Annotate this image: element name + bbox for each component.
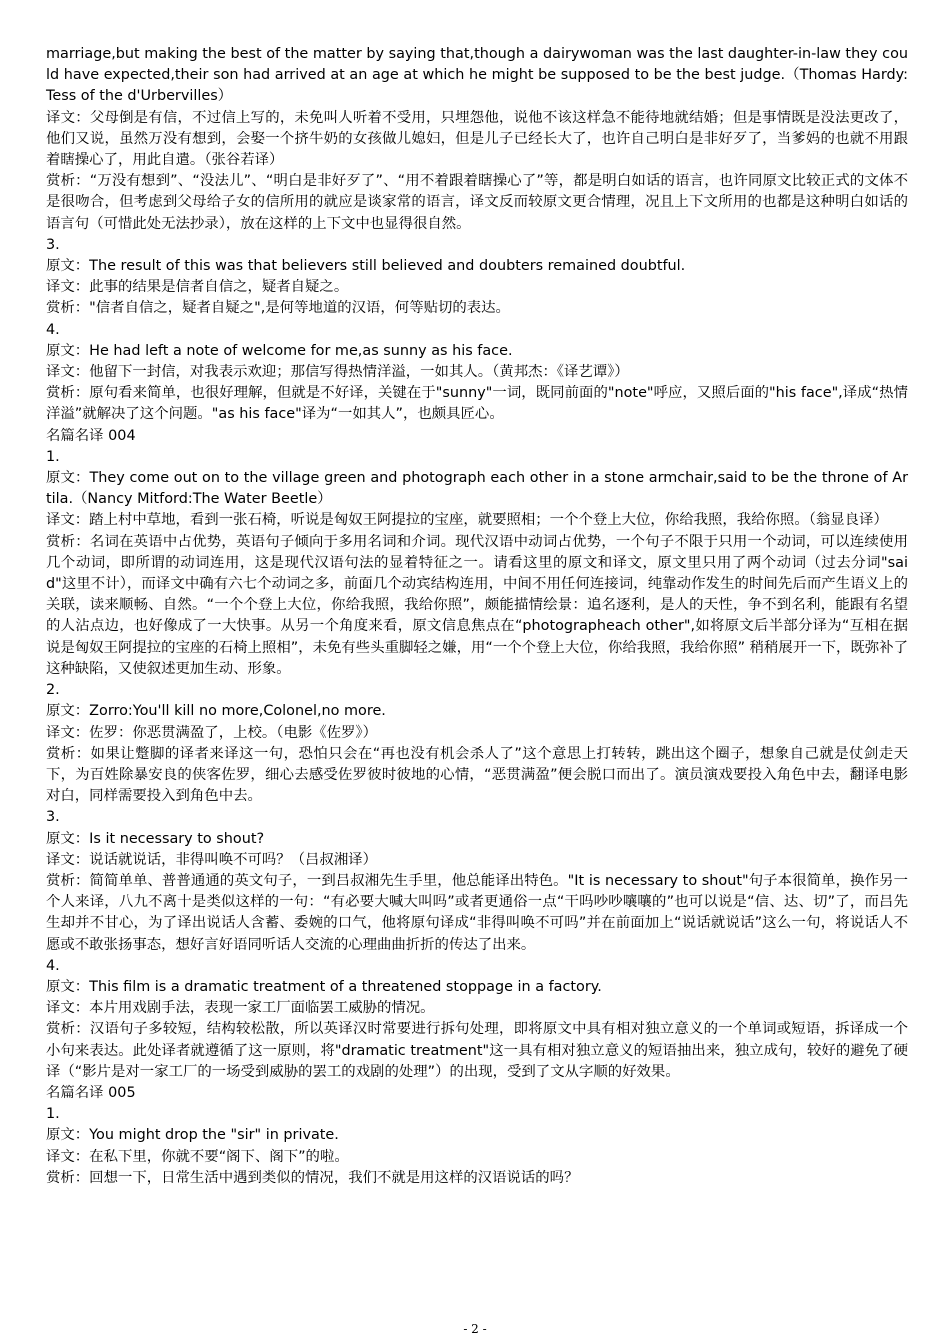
entry (46, 447, 908, 680)
entry-original: 原文：They come out on to the village green and photograph each other in a stone armchair,said to be the throne of Artila.（Nancy Mitford:The Water Beetle） (46, 470, 908, 508)
entry-translation: 译文：佐罗：你恶贯满盈了，上校。（电影《佐罗》） (46, 724, 377, 741)
entry-number: 3. (46, 809, 60, 826)
entry (46, 1104, 908, 1189)
entry-number: 1. (46, 448, 60, 465)
entry-translation: 译文：在私下里，你就不要“阁下、阁下”的啦。 (46, 1148, 349, 1165)
document-body (46, 44, 908, 1189)
entry-translation: 译文：说话就说话，非得叫唤不可吗？（吕叔湘译） (46, 851, 377, 868)
intro-commentary: 赏析：“万没有想到”、“没法儿”、“明白是非好歹了”、“用不着跟着瞎操心了”等，都是明白如话的语言，也许同原文比较正式的文体不是很吻合，但考虑到父母给子女的信所用的就应是谈家常的语言，译文反而较原文更合情理，况且上下文所用的也都是这种明白如话的语言句（可惜此处无法抄录），放在这样的上下文中也显得很自然。 (46, 173, 908, 232)
entry (46, 320, 908, 426)
entry-original: 原文：This film is a dramatic treatment of a threatened stoppage in a factory. (46, 978, 602, 995)
entry (46, 680, 908, 807)
entry-translation: 译文：本片用戏剧手法，表现一家工厂面临罢工威胁的情况。 (46, 1000, 435, 1017)
entry (46, 235, 908, 320)
entry-number: 4. (46, 957, 60, 974)
entry-commentary: 赏析：如果让蹩脚的译者来译这一句，恐怕只会在“再也没有机会杀人了”这个意思上打转转，跳出这个圈子，想象自己就是仗剑走天下，为百姓除暴安良的侠客佐罗，细心去感受佐罗彼时彼地的心情，“恶贯满盈”便会脱口而出了。演员演戏要投入角色中去，翻译电影对白，同样需要投入到角色中去。 (46, 745, 908, 805)
entry-commentary: 赏析：简简单单、普普通通的英文句子，一到吕叔湘先生手里，他总能译出特色。"It is necessary to shout"句子本很简单，换作另一个人来译，八九不离十是类似这样的一句：“有必要大喊大叫吗”或者更通俗一点“干吗吵吵嚷嚷的”也可以说是“信、达、切”了，而吕先生却并不甘心，为了译出说话人含蓄、委婉的口气，他将原句译成“非得叫唤不可吗”并在前面加上“说话就说话”这么一句，将说话人不愿或不敢张扬事态，想好言好语同听话人交流的心理曲曲折折的传达了出来。 (46, 872, 908, 953)
entry-number: 3. (46, 236, 60, 253)
entry (46, 807, 908, 955)
entry-original: 原文：You might drop the "sir" in private. (46, 1127, 339, 1144)
entry-original: 原文：Zorro:You'll kill no more,Colonel,no more. (46, 703, 386, 720)
entry-number: 1. (46, 1106, 60, 1123)
entry-original: 原文：Is it necessary to shout? (46, 830, 265, 847)
section-heading: 名篇名译 004 (46, 427, 136, 444)
entry-number: 4. (46, 321, 60, 338)
entry-commentary: 赏析：原句看来简单，也很好理解，但就是不好译，关键在于"sunny"一词，既同前面的"note"呼应，又照后面的"his face",译成“热情洋溢”就解决了这个问题。"as his face"译为“一如其人”，也颇具匠心。 (46, 385, 908, 423)
entry-commentary: 赏析："信者自信之，疑者自疑之",是何等地道的汉语，何等贴切的表达。 (46, 300, 510, 317)
intro-translation: 译文：父母倒是有信，不过信上写的，未免叫人听着不受用，只埋怨他，说他不该这样急不能待地就结婚；但是事情既是没法更改了，他们又说，虽然万没有想到，会娶一个挤牛奶的女孩做儿媳妇，但是儿子已经长大了，也许自己明白是非好歹了，当爹妈的也就不用跟着瞎操心了，用此自遣。（张谷若译） (46, 109, 908, 169)
entry-translation: 译文：此事的结果是信者自信之，疑者自疑之。 (46, 279, 349, 296)
entry-number: 2. (46, 682, 60, 699)
entry (46, 956, 908, 1083)
entry-original: 原文：The result of this was that believers still believed and doubters remained doubtful. (46, 258, 686, 275)
intro-block (46, 44, 908, 235)
entry-translation: 译文：他留下一封信，对我表示欢迎；那信写得热情洋溢，一如其人。（黄邦杰：《译艺谭》） (46, 364, 629, 381)
intro-original-tail: marriage,but making the best of the matter by saying that,though a dairywoman was the last daughter-in-law they could have expected,their son had arrived at an age at which he might be supposed to be the best judge.（Thomas Hardy:Tess of the d'Urbervilles） (46, 46, 908, 105)
entry-commentary: 赏析：回想一下，日常生活中遇到类似的情况，我们不就是用这样的汉语说话的吗？ (46, 1169, 579, 1186)
entry-translation: 译文：踏上村中草地，看到一张石椅，听说是匈奴王阿提拉的宝座，就要照相；一个个登上大位，你给我照，我给你照。（翁显良译） (46, 512, 888, 529)
page-number: - 2 - (463, 1322, 487, 1336)
section-heading: 名篇名译 005 (46, 1084, 136, 1101)
entry-commentary: 赏析：名词在英语中占优势，英语句子倾向于多用名词和介词。现代汉语中动词占优势，一个句子不限于只用一个动词，可以连续使用几个动词，即所谓的动词连用，这是现代汉语句法的显着特征之一。请看这里的原文和译文，原文里只用了两个动词（过去分词"said"这里不计），而译文中确有六七个动词之多，前面几个动宾结构连用，中间不用任何连接词，纯靠动作发生的时间先后而产生语义上的关联，读来顺畅、自然。“一个个登上大位，你给我照，我给你照”，颇能描情绘景：追名逐利，是人的天性，争不到名利，能跟有名望的人沾点边，也好像成了一大快事。从另一个角度来看，原文信息焦点在“photographeach other",如将原文后半部分译为“互相在据说是匈奴王阿提拉的宝座的石椅上照相”，未免有些头重脚轻之嫌，用“一个个登上大位，你给我照，我给你照” 稍稍展开一下，既弥补了这种缺陷，又使叙述更加生动、形象。 (46, 533, 908, 677)
entry-commentary: 赏析：汉语句子多较短，结构较松散，所以英译汉时常要进行拆句处理，即将原文中具有相对独立意义的一个单词或短语，拆译成一个小句来表达。此处译者就遵循了这一原则，将"dramatic treatment"这一具有相对独立意义的短语抽出来，独立成句，较好的避免了硬译（“影片是对一家工厂的一场受到威胁的罢工的戏剧的处理”）的出现，受到了文从字顺的好效果。 (46, 1021, 908, 1080)
entry-original: 原文：He had left a note of welcome for me,as sunny as his face. (46, 342, 513, 359)
